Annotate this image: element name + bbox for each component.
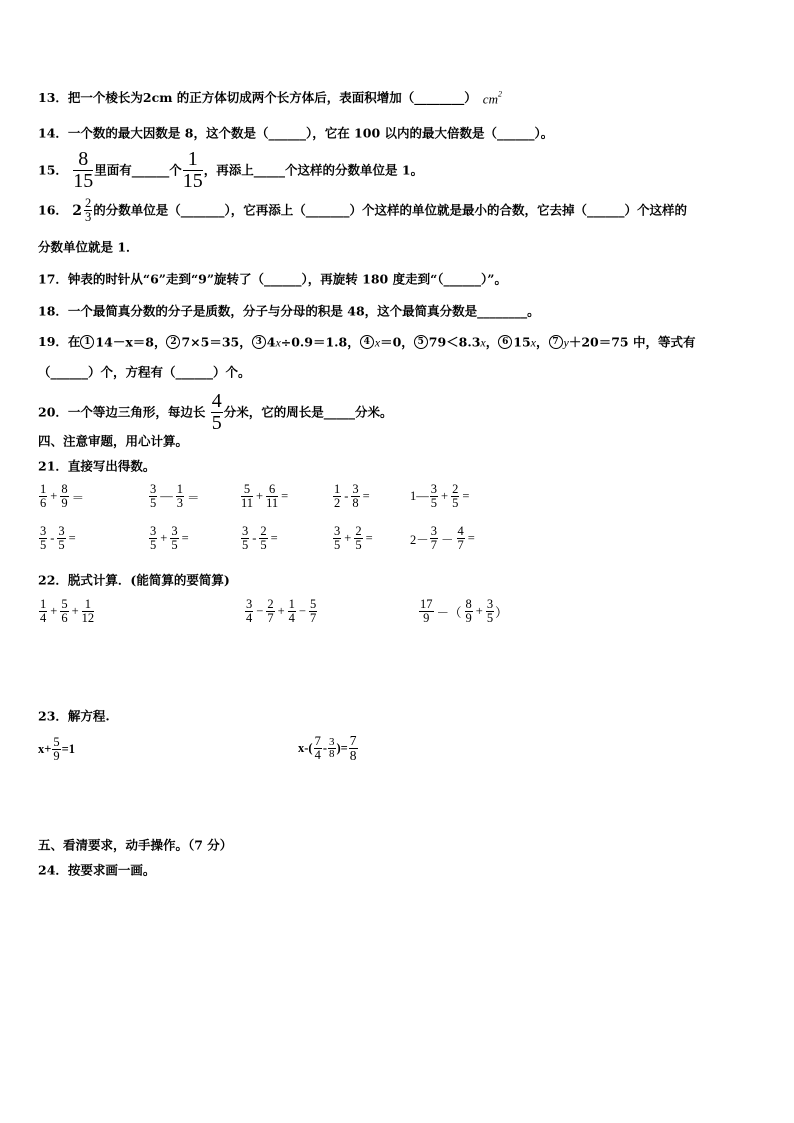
calc21-operator: - <box>252 531 257 546</box>
circled-number: 5 <box>414 335 428 349</box>
question-15 <box>38 149 423 192</box>
calc22-operator: + <box>475 604 483 619</box>
eq1-fraction: $\frac{5}{9}$ <box>53 735 60 764</box>
q19-item-text: 7×5＝35， <box>181 333 252 349</box>
circled-number: 4 <box>360 335 374 349</box>
numerator: 6 <box>266 483 278 497</box>
denominator: 4 <box>246 611 253 626</box>
calc21-operator: + <box>344 531 352 546</box>
denominator: 5 <box>260 538 267 553</box>
q23-number: 23． <box>38 708 68 724</box>
numerator: 5 <box>241 483 253 497</box>
circled-number: 6 <box>498 335 512 349</box>
calc21-fraction-2 <box>457 525 465 552</box>
question-13 <box>38 91 502 106</box>
denominator: 8 <box>352 496 359 511</box>
numerator: 3 <box>430 524 438 538</box>
calc21-item <box>240 483 290 510</box>
calc22-fraction-3 <box>82 598 95 625</box>
q17-number: 17． <box>38 271 68 287</box>
q19-item <box>414 334 499 349</box>
calc21-operator: － <box>441 532 454 547</box>
denominator: 5 <box>242 538 249 553</box>
numerator: 4 <box>457 524 464 538</box>
calc21-item <box>240 525 280 552</box>
calc21-fraction-2 <box>170 525 178 552</box>
q19-pre: 15 <box>513 333 531 349</box>
q15-fraction-1: $\frac{8}{15}$ <box>73 148 94 192</box>
calc21-lead: 2－ <box>410 532 429 547</box>
calc21-item <box>38 483 86 510</box>
calc21-fraction-1 <box>333 483 341 510</box>
calc21-operator: — <box>160 489 173 504</box>
denominator: 9 <box>423 611 430 626</box>
q16-number: 16． <box>38 202 68 218</box>
calc22-fraction-2 <box>266 598 274 625</box>
calc21-equals: = <box>462 489 470 504</box>
question-23 <box>38 710 110 723</box>
numerator: 3 <box>246 597 253 611</box>
q24-title: 按要求画一画。 <box>67 862 156 878</box>
q19-items <box>80 334 695 349</box>
denominator: 6 <box>61 611 68 626</box>
eq1-rhs: =1 <box>61 742 75 757</box>
calc21-fraction-1 <box>430 525 438 552</box>
calc21-fraction-1 <box>149 483 157 510</box>
denominator: 4 <box>288 611 295 626</box>
question-22 <box>38 574 230 587</box>
question-14 <box>38 127 553 140</box>
denominator: 6 <box>40 496 47 511</box>
q19-text-2: （______）个，方程有（______）个。 <box>38 364 251 380</box>
numerator: 3 <box>171 524 178 538</box>
calc22-fraction-2 <box>465 598 473 625</box>
numerator: 1 <box>176 482 183 496</box>
denominator: 12 <box>81 611 95 626</box>
calc22-fraction-1 <box>39 598 47 625</box>
denominator: 5 <box>58 538 65 553</box>
calc21-item <box>148 483 202 510</box>
numerator: 3 <box>150 482 157 496</box>
q24-number: 24． <box>38 862 68 878</box>
eq2-close: )= <box>336 741 348 756</box>
calc21-equals: = <box>270 531 278 546</box>
q20-fraction: $\frac{4}{5}$ <box>211 390 222 434</box>
denominator: 5 <box>486 611 494 626</box>
calc21-equals: = <box>281 489 289 504</box>
question-21 <box>38 460 155 473</box>
calc22-item <box>418 598 508 625</box>
denominator: 9 <box>61 496 68 511</box>
denominator: 5 <box>150 538 157 553</box>
q16-text-2: 分数单位就是 1． <box>38 239 139 255</box>
numerator: 2 <box>452 482 459 496</box>
q19-number: 19． <box>38 333 68 349</box>
numerator: 3 <box>40 524 47 538</box>
calc22-item <box>38 598 95 625</box>
numerator: 2 <box>267 597 274 611</box>
section-5-heading <box>38 839 232 852</box>
calc21-item <box>332 525 375 552</box>
q19-lead: 在 <box>67 333 81 349</box>
q19-item <box>80 334 166 349</box>
circled-number: 3 <box>252 335 266 349</box>
calc22-close: ） <box>495 605 508 620</box>
section-4-heading <box>38 435 188 448</box>
calc21-fraction-2 <box>354 525 362 552</box>
calc22-operator: + <box>277 604 285 619</box>
denominator: 3 <box>176 496 183 511</box>
calc21-fraction-2 <box>60 483 68 510</box>
denominator: 7 <box>430 538 438 553</box>
q15-text-2: ，再添上_____个这样的分数单位是 1。 <box>203 162 424 178</box>
denominator: 7 <box>309 611 317 626</box>
q19-item <box>166 334 251 349</box>
calc21-operator: + <box>256 489 264 504</box>
question-18 <box>38 305 540 318</box>
calc21-fraction-1 <box>333 525 341 552</box>
calc21-fraction-2 <box>451 483 459 510</box>
calc21-fraction-1 <box>241 525 249 552</box>
numerator: 1 <box>288 597 295 611</box>
q15-text-1: 里面有______个 <box>94 162 182 178</box>
calc21-fraction-2 <box>259 525 267 552</box>
q19-variable: y <box>563 335 569 349</box>
numerator: 3 <box>352 482 359 496</box>
numerator: 2 <box>260 524 267 538</box>
calc21-operator: - <box>50 531 55 546</box>
denominator: 5 <box>430 496 437 511</box>
calc21-fraction-2 <box>351 483 359 510</box>
q21-title: 直接写出得数。 <box>67 458 156 474</box>
section-5-text: 五、看清要求，动手操作。（7 分） <box>38 837 233 853</box>
numerator: 8 <box>465 597 472 611</box>
question-20 <box>38 391 393 434</box>
numerator: 1 <box>40 482 47 496</box>
calc21-equals: = <box>467 531 475 546</box>
denominator: 4 <box>40 611 47 626</box>
calc22-fraction-3 <box>288 598 296 625</box>
numerator: 8 <box>61 482 68 496</box>
denominator: 5 <box>355 538 362 553</box>
denominator: 7 <box>457 538 464 553</box>
calc22-operator: + <box>71 604 79 619</box>
question-16-line2 <box>38 241 139 254</box>
numerator: 5 <box>309 597 317 611</box>
calc21-fraction-2 <box>266 483 278 510</box>
calc21-fraction-1 <box>430 483 438 510</box>
q18-number: 18． <box>38 303 68 319</box>
calc21-fraction-2 <box>57 525 65 552</box>
q14-text: 一个数的最大因数是 8，这个数是（______），它在 100 以内的最大倍数是（______）。 <box>67 125 554 141</box>
denominator: 5 <box>40 538 47 553</box>
numerator: 2 <box>355 524 362 538</box>
circled-number: 7 <box>549 335 563 349</box>
calc21-item <box>148 525 191 552</box>
q13-number: 13． <box>38 90 68 106</box>
question-19 <box>38 335 696 349</box>
q19-item-text: 14－x＝8， <box>95 333 167 349</box>
q17-text: 钟表的时针从“6”走到“9”旋转了（______），再旋转 180 度走到“（______）”。 <box>67 271 507 287</box>
section-4-text: 四、注意审题，用心计算。 <box>38 433 189 449</box>
q16-text: 的分数单位是（_______），它再添上（_______）个这样的单位就是最小的合数，它去掉（______）个这样的 <box>93 202 688 218</box>
numerator: 3 <box>58 524 65 538</box>
numerator: 5 <box>61 597 68 611</box>
q19-item <box>360 334 414 349</box>
q19-item <box>498 334 548 349</box>
eq2-fraction-2: $\frac{3}{8}$ <box>329 735 335 761</box>
q19-pre: 4 <box>266 333 276 349</box>
q19-variable: x <box>374 335 381 349</box>
eq2-fraction-1: $\frac{7}{4}$ <box>314 734 321 763</box>
denominator: 5 <box>171 538 178 553</box>
q15-number: 15． <box>38 162 68 178</box>
eq2-rhs-fraction: $\frac{7}{8}$ <box>349 733 357 764</box>
eq1-lhs: x+ <box>38 742 52 757</box>
circled-number: 1 <box>80 335 94 349</box>
q19-item-text: ＝0， <box>380 333 414 349</box>
denominator: 11 <box>266 496 279 511</box>
q20-number: 20． <box>38 404 68 420</box>
q23-title: 解方程. <box>67 708 110 724</box>
calc21-equals: ＝ <box>187 490 200 505</box>
numerator: 3 <box>334 524 341 538</box>
q20-text-1: 一个等边三角形，每边长 <box>67 404 206 420</box>
calc22-operator: − <box>298 604 306 619</box>
q22-title: 脱式计算．(能简算的要简算) <box>67 572 230 588</box>
question-19-line2 <box>38 366 251 379</box>
q13-unit: $cm^2$ <box>482 90 502 107</box>
calc22-fraction-2 <box>60 598 68 625</box>
denominator: 5 <box>452 496 459 511</box>
numerator: 17 <box>420 597 433 611</box>
calc22-operator: －（ <box>436 605 462 620</box>
q19-variable: x <box>275 335 281 349</box>
calc21-equals: = <box>362 489 370 504</box>
numerator: 3 <box>242 524 249 538</box>
calc21-equals: = <box>68 531 76 546</box>
calc22-operator: − <box>256 604 264 619</box>
calc22-fraction-3 <box>486 598 494 625</box>
equation-1 <box>38 736 75 763</box>
q19-item-text: ， <box>485 333 499 349</box>
calc21-item <box>332 483 372 510</box>
numerator: 3 <box>150 524 157 538</box>
question-17 <box>38 273 507 286</box>
q19-item <box>549 334 696 349</box>
q20-text-2: 分米，它的周长是_____分米。 <box>223 404 393 420</box>
calc22-fraction-4 <box>309 598 317 625</box>
denominator: 7 <box>267 611 274 626</box>
numerator: 3 <box>430 482 437 496</box>
calc22-operator: + <box>50 604 58 619</box>
calc22-fraction-1 <box>419 598 434 625</box>
calc21-fraction-1 <box>149 525 157 552</box>
q15-fraction-2: $\frac{1}{15}$ <box>182 148 203 192</box>
calc21-item <box>38 525 78 552</box>
circled-number: 2 <box>166 335 180 349</box>
denominator: 9 <box>465 611 472 626</box>
denominator: 5 <box>150 496 157 511</box>
calc21-fraction-1 <box>39 525 47 552</box>
calc21-fraction-2 <box>176 483 184 510</box>
calc21-fraction-1 <box>241 483 253 510</box>
denominator: 5 <box>334 538 341 553</box>
q19-item-text: ÷0.9＝1.8， <box>280 333 360 349</box>
question-16 <box>38 197 687 224</box>
calc21-equals: ＝ <box>71 490 85 505</box>
calc21-operator: + <box>160 531 168 546</box>
q18-text: 一个最简真分数的分子是质数，分子与分母的积是 48，这个最简真分数是________。 <box>67 303 540 319</box>
numerator: 1 <box>82 598 95 612</box>
calc21-item <box>410 525 477 552</box>
q19-pre: 79＜8.3 <box>428 333 481 349</box>
equation-2 <box>298 734 359 763</box>
calc21-equals: = <box>365 531 373 546</box>
q19-item <box>252 334 360 349</box>
numerator: 3 <box>486 597 494 611</box>
calc22-item <box>244 598 318 625</box>
calc21-equals: = <box>181 531 189 546</box>
calc21-operator: + <box>441 489 449 504</box>
calc21-fraction-1 <box>39 483 47 510</box>
q19-item-text: ＋20＝75 中，等式有 <box>568 333 696 349</box>
calc22-fraction-1 <box>245 598 253 625</box>
q13-text: 把一个棱长为2cm 的正方体切成两个长方体后，表面积增加（________） <box>67 90 477 106</box>
calc21-item <box>410 483 471 510</box>
denominator: 11 <box>241 496 254 511</box>
numerator: 1 <box>40 597 47 611</box>
q21-number: 21． <box>38 458 68 474</box>
q19-variable: x <box>480 335 486 349</box>
q19-item-text: ， <box>536 333 549 349</box>
question-24 <box>38 864 155 877</box>
calc21-operator: + <box>50 489 58 504</box>
eq2-lhs: x-( <box>298 741 313 756</box>
q22-number: 22． <box>38 572 68 588</box>
q14-number: 14． <box>38 125 68 141</box>
eq2-minus: - <box>322 741 327 756</box>
denominator: 2 <box>334 496 341 511</box>
q16-mixed-number: 2 $\frac{2}{3}$ <box>72 196 92 225</box>
calc21-lead: 1— <box>410 489 429 504</box>
numerator: 1 <box>334 482 341 496</box>
q19-variable: x <box>530 335 536 349</box>
calc21-operator: - <box>344 489 349 504</box>
